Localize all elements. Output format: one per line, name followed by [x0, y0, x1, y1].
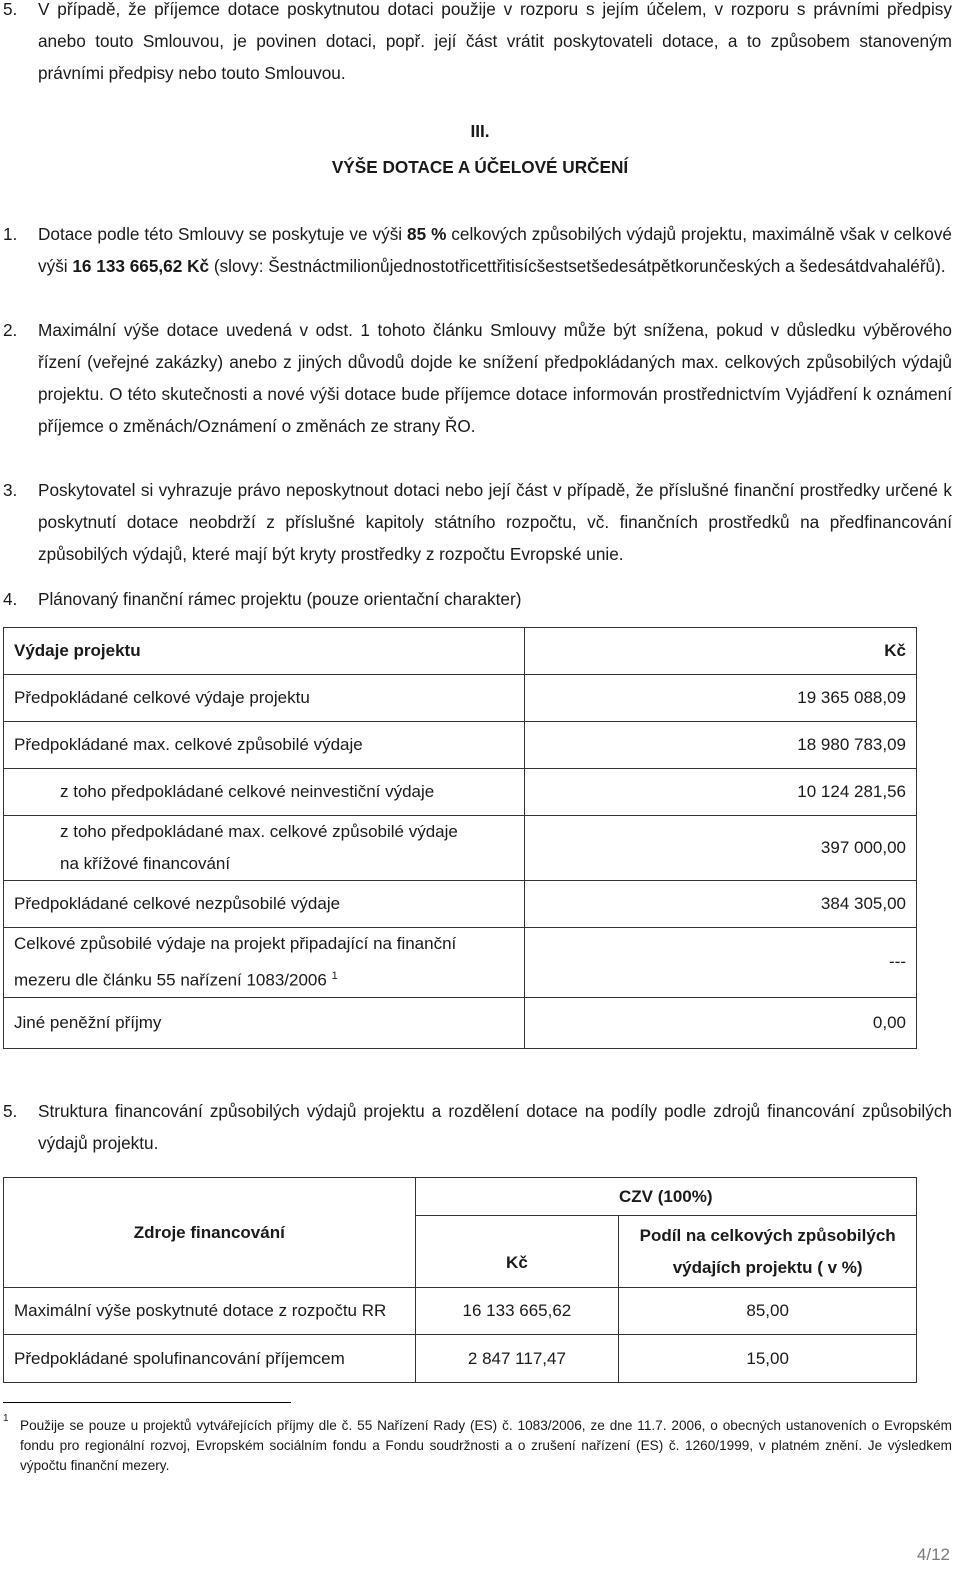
- row-label-line: z toho předpokládané max. celkové způsobilé výdaje: [60, 822, 458, 841]
- header-cell: CZV (100%): [415, 1178, 916, 1216]
- row-value: 18 980 783,09: [525, 722, 917, 769]
- header-line: Podíl na celkových způsobilých: [639, 1225, 896, 1245]
- row-label-text: mezeru dle článku 55 nařízení 1083/2006: [14, 970, 327, 990]
- paragraph-reduction: Maximální výše dotace uvedená v odst. 1 tohoto článku Smlouvy může být snížena, pokud v důsledku výběrového řízení (veřejné zakázky) anebo z jiných důvodů dojde ke snížení předpokládaných max. celkových způsobilých výdajů projektu. O této skutečnosti a nové výši dotace bude příjemce dotace informován prostřednictvím Vyjádření k oznámení příjemce o změnách/Oznámení o změnách ze strany ŘO.: [38, 320, 952, 436]
- item-number: 5.: [3, 1101, 18, 1121]
- row-label-line: [14, 960, 514, 997]
- table-row: [4, 1288, 917, 1335]
- table-row: [4, 769, 917, 816]
- article-title: VÝŠE DOTACE A ÚČELOVÉ URČENÍ: [331, 157, 629, 177]
- row-label-text: z toho předpokládané celkové neinvestiční výdaje: [60, 782, 435, 801]
- footnote-separator: [3, 1402, 291, 1403]
- row-label: [4, 928, 525, 998]
- row-value: 397 000,00: [525, 816, 917, 881]
- item-number: 2.: [3, 320, 18, 340]
- row-label: Jiné peněžní příjmy: [4, 997, 525, 1048]
- item-number: 5.: [3, 0, 18, 19]
- table-row: [4, 881, 917, 928]
- text: (slovy: Šestnáctmilionůjednostotřicettřitisícšestsetšedesátpětkorunčeských a šedesátdvahaléřů).: [209, 256, 946, 276]
- table-row: [4, 816, 917, 881]
- table-header-row: [4, 628, 917, 675]
- percent-value: 85 %: [407, 224, 447, 244]
- row-label: Předpokládané spolufinancování příjemcem: [4, 1335, 416, 1383]
- header-line: výdajích projektu ( v %): [672, 1257, 863, 1277]
- row-value: 10 124 281,56: [525, 769, 917, 816]
- row-value: 0,00: [525, 997, 917, 1048]
- row-label-line: na křížové financování: [60, 854, 231, 873]
- row-label: Maximální výše poskytnuté dotace z rozpočtu RR: [4, 1288, 416, 1335]
- table-row: [4, 928, 917, 998]
- table-row: [4, 1335, 917, 1383]
- financing-sources-table: [3, 1177, 917, 1383]
- row-value: ---: [525, 928, 917, 998]
- amount-value: 16 133 665,62 Kč: [72, 256, 210, 276]
- table-header-row: [4, 1178, 917, 1216]
- row-kc: 2 847 117,47: [415, 1335, 619, 1383]
- row-label: Předpokládané celkové nezpůsobilé výdaje: [4, 881, 525, 928]
- article-number: III.: [470, 121, 490, 141]
- row-kc: 16 133 665,62: [415, 1288, 619, 1335]
- footnote-text: Použije se pouze u projektů vytvářejících příjmy dle č. 55 Nařízení Rady (ES) č. 1083/2006, ze dne 11.7. 2006, o obecných ustanoveních o Evropském fondu pro regionální rozvoj, Evropském sociálním fondu a Fondu soudržnosti a o zrušení nařízení (ES) č. 1260/1999, v platném znění. Je výsledkem výpočtu finanční mezery.: [20, 1418, 952, 1473]
- table-row: [4, 997, 917, 1048]
- row-label: Předpokládané max. celkové způsobilé výdaje: [4, 722, 525, 769]
- row-label: Předpokládané celkové výdaje projektu: [4, 675, 525, 722]
- paragraph-reservation: Poskytovatel si vyhrazuje právo neposkytnout dotaci nebo její část v případě, že příslušné finanční prostředky určené k poskytnutí dotace neobdrží z příslušné kapitoly státního rozpočtu, vč. finančních prostředků na předfinancování způsobilých výdajů, které mají být kryty prostředky z rozpočtu Evropské unie.: [38, 480, 952, 564]
- financial-frame-table: [3, 627, 917, 1049]
- row-pct: 85,00: [619, 1288, 917, 1335]
- paragraph-refund-obligation: V případě, že příjemce dotace poskytnutou dotaci použije v rozporu s jejím účelem, v rozporu s právními předpisy anebo touto Smlouvou, je povinen dotaci, popř. její část vrátit poskytovateli dotace, a to způsobem stanoveným právními předpisy nebo touto Smlouvou.: [38, 0, 952, 83]
- paragraph-financing-structure: Struktura financování způsobilých výdajů projektu a rozdělení dotace na podíly podle zdrojů financování způsobilých výdajů projektu.: [38, 1101, 952, 1153]
- row-value: 384 305,00: [525, 881, 917, 928]
- text: Dotace podle této Smlouvy se poskytuje ve výši: [38, 224, 408, 244]
- row-value: 19 365 088,09: [525, 675, 917, 722]
- footnote-ref: 1: [331, 970, 338, 982]
- row-pct: 15,00: [619, 1335, 917, 1383]
- text: celkových způsobilých výdajů projektu, maximálně však v celkové výši: [38, 224, 952, 276]
- footnote-mark: 1: [3, 1413, 9, 1424]
- header-cell: Výdaje projektu: [4, 628, 525, 675]
- paragraph-grant-amount: [38, 218, 952, 282]
- table-row: [4, 722, 917, 769]
- table-row: [4, 675, 917, 722]
- row-label: [4, 769, 525, 816]
- header-cell: Kč: [415, 1216, 619, 1288]
- header-cell: Zdroje financování: [4, 1178, 416, 1288]
- header-cell: Kč: [525, 628, 917, 675]
- page-number: 4/12: [916, 1545, 950, 1564]
- row-label: [4, 816, 525, 881]
- row-label-line: Celkové způsobilé výdaje na projekt připadající na finanční: [14, 934, 457, 953]
- header-cell: [619, 1216, 917, 1288]
- item-number: 4.: [3, 589, 18, 609]
- item-number: 3.: [3, 480, 18, 500]
- item-number: 1.: [3, 224, 18, 244]
- paragraph-financial-frame: Plánovaný finanční rámec projektu (pouze orientační charakter): [38, 589, 522, 609]
